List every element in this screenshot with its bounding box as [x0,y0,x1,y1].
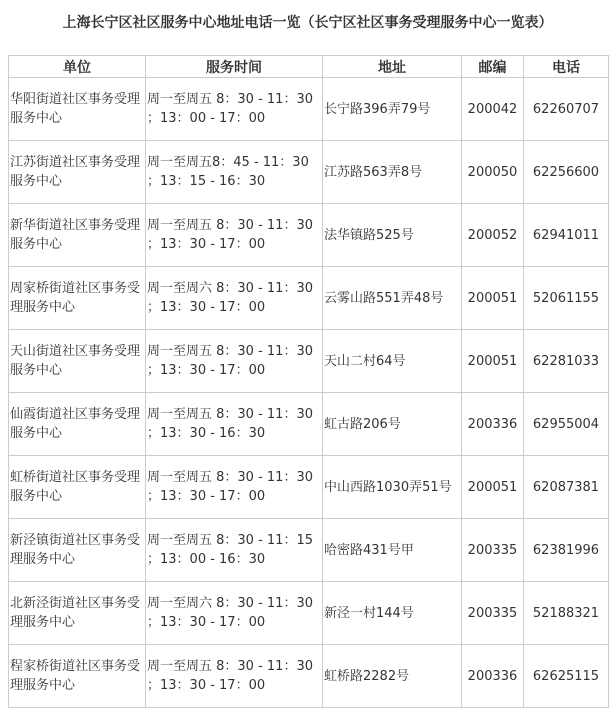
cell-phone: 62281033 [524,330,609,393]
cell-unit: 天山街道社区事务受理服务中心 [9,330,146,393]
cell-hours: 周一至周六 8：30 - 11：30 ；13：30 - 17：00 [146,582,323,645]
header-unit: 单位 [9,56,146,78]
header-address: 地址 [323,56,462,78]
cell-hours: 周一至周五 8：30 - 11：30 ；13：30 - 17：00 [146,456,323,519]
cell-phone: 62955004 [524,393,609,456]
cell-phone: 52188321 [524,582,609,645]
cell-hours: 周一至周五 8：30 - 11：15 ；13：00 - 16：30 [146,519,323,582]
cell-address: 云雾山路551弄48号 [323,267,462,330]
service-center-table [8,55,609,708]
cell-postcode: 200335 [462,582,524,645]
cell-hours: 周一至周五8：45 - 11：30 ；13：15 - 16：30 [146,141,323,204]
cell-unit: 江苏街道社区事务受理服务中心 [9,141,146,204]
cell-hours: 周一至周六 8：30 - 11：30 ；13：30 - 17：00 [146,267,323,330]
cell-unit: 程家桥街道社区事务受理服务中心 [9,645,146,708]
cell-hours: 周一至周五 8：30 - 11：30 ；13：30 - 17：00 [146,645,323,708]
table-row [9,78,609,141]
cell-address: 长宁路396弄79号 [323,78,462,141]
table-row [9,141,609,204]
cell-postcode: 200051 [462,456,524,519]
table-row [9,456,609,519]
cell-phone: 62625115 [524,645,609,708]
header-postcode: 邮编 [462,56,524,78]
cell-postcode: 200052 [462,204,524,267]
cell-postcode: 200050 [462,141,524,204]
table-row [9,204,609,267]
cell-address: 天山二村64号 [323,330,462,393]
page-title: 上海长宁区社区服务中心地址电话一览（长宁区社区事务受理服务中心一览表） [62,15,553,31]
cell-address: 虹桥路2282号 [323,645,462,708]
cell-address: 法华镇路525号 [323,204,462,267]
cell-postcode: 200336 [462,645,524,708]
header-phone: 电话 [524,56,609,78]
cell-unit: 华阳街道社区事务受理服务中心 [9,78,146,141]
table-header-row [9,56,609,78]
cell-unit: 仙霞街道社区事务受理服务中心 [9,393,146,456]
cell-postcode: 200336 [462,393,524,456]
table-row [9,582,609,645]
cell-phone: 62260707 [524,78,609,141]
cell-postcode: 200335 [462,519,524,582]
cell-unit: 新华街道社区事务受理服务中心 [9,204,146,267]
table-row [9,330,609,393]
cell-address: 江苏路563弄8号 [323,141,462,204]
cell-postcode: 200051 [462,330,524,393]
cell-hours: 周一至周五 8：30 - 11：30 ；13：30 - 16：30 [146,393,323,456]
cell-unit: 新泾镇街道社区事务受理服务中心 [9,519,146,582]
cell-postcode: 200051 [462,267,524,330]
cell-phone: 62381996 [524,519,609,582]
cell-phone: 62087381 [524,456,609,519]
table-row [9,393,609,456]
cell-phone: 52061155 [524,267,609,330]
table-row [9,267,609,330]
cell-hours: 周一至周五 8：30 - 11：30 ；13：30 - 17：00 [146,204,323,267]
cell-phone: 62941011 [524,204,609,267]
cell-hours: 周一至周五 8：30 - 11：30 ；13：30 - 17：00 [146,330,323,393]
cell-hours: 周一至周五 8：30 - 11：30 ；13：00 - 17：00 [146,78,323,141]
cell-unit: 虹桥街道社区事务受理服务中心 [9,456,146,519]
cell-unit: 周家桥街道社区事务受理服务中心 [9,267,146,330]
table-row [9,645,609,708]
cell-phone: 62256600 [524,141,609,204]
cell-address: 哈密路431号甲 [323,519,462,582]
cell-unit: 北新泾街道社区事务受理服务中心 [9,582,146,645]
table-row [9,519,609,582]
cell-address: 中山西路1030弄51号 [323,456,462,519]
cell-postcode: 200042 [462,78,524,141]
header-hours: 服务时间 [146,56,323,78]
cell-address: 虹古路206号 [323,393,462,456]
cell-address: 新泾一村144号 [323,582,462,645]
